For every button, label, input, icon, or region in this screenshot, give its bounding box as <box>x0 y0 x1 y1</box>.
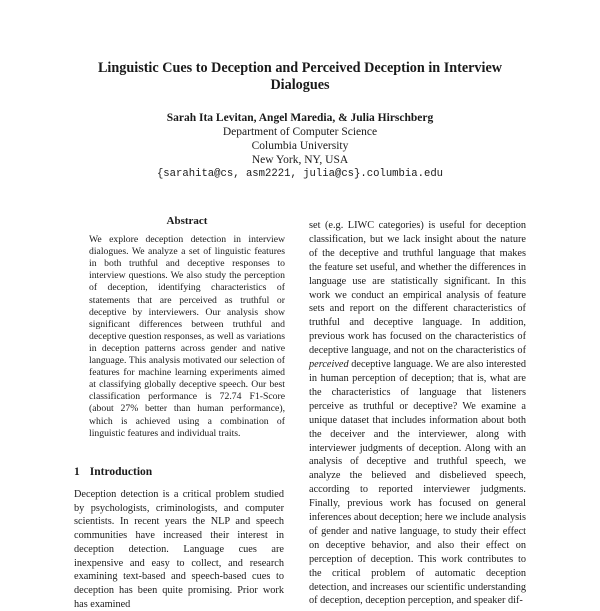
abstract-heading: Abstract <box>166 215 208 227</box>
location: New York, NY, USA <box>251 154 349 166</box>
introduction-paragraph: Deception detection is a critical problem studied by psychologists, criminologists, and computer scientists. In recent years the NLP and speech communities have increased their interest in deception detection. Language cues are inexpensive and easy to collect, and research examining text-based and speech-based cues to deception has been quite promising. Prior work has examined <box>74 489 284 610</box>
author-block <box>100 111 500 181</box>
section-heading-introduction <box>74 466 152 478</box>
section-title: Introduction <box>89 466 153 478</box>
paper-title: Linguistic Cues to Deception and Perceived Deception in Interview Dialogues <box>97 60 503 93</box>
author-emails: {sarahita@cs, asm2221, julia@cs}.columbia.edu <box>156 168 444 180</box>
abstract <box>89 215 285 440</box>
right-column-paragraph <box>309 219 526 608</box>
emphasis-perceived: perceived <box>309 359 349 371</box>
right-column-text <box>309 219 526 608</box>
author-names: Sarah Ita Levitan, Angel Maredia, & Julia Hirschberg <box>166 112 434 124</box>
section-number: 1 <box>74 466 80 478</box>
introduction-text <box>74 488 284 611</box>
right-text-after: deceptive language. We are also interested in human perception of deception; that is, what are the characteristics of language that listeners perceive as truthful or deceptive? We examine a unique dataset that includes information about both the deceiver and the interviewer, along with interviewer judgments of deception. Along with an analysis of deceptive and truthful speech, we analyze the believed and disbelieved speech, according to reported interviewer judgments. Finally, previous work has focused on general inferences about deception; here we include analysis of gender and native language, to study their effect on deceptive behavior, and also their effect on perception of deception. This work contributes to the critical problem of automatic deception detection, and increases our scientific understanding of deception, deception perception, and speaker dif- <box>309 359 526 607</box>
right-text-before: set (e.g. LIWC categories) is useful for deception classification, but we lack insight about the nature of the deceptive and truthful language that makes the feature set useful, and whether the differences in language use are statistically significant. In this work we conduct an empirical analysis of feature sets and report on the different characteristics of truthful and deceptive language. In addition, previous work has focused on the characteristics of deceptive language, and not on the characteristics of <box>309 220 526 357</box>
abstract-text: We explore deception detection in interview dialogues. We analyze a set of linguistic features in both truthful and deceptive responses to interview questions. We also study the perception of deception, identifying characteristics of statements that are perceived as truthful or deceptive by interviewers. Our analysis show significant differences between truthful and deceptive question responses, as well as variations in deception patterns across gender and native language. This analysis motivated our selection of features for machine learning experiments aimed at classifying globally deceptive speech. Our best classification performance is 72.74 F1-Score (about 27% better than human performance), which is achieved using a combination of linguistic features and individual traits. <box>89 234 285 439</box>
department: Department of Computer Science <box>222 126 378 138</box>
university: Columbia University <box>251 140 349 152</box>
